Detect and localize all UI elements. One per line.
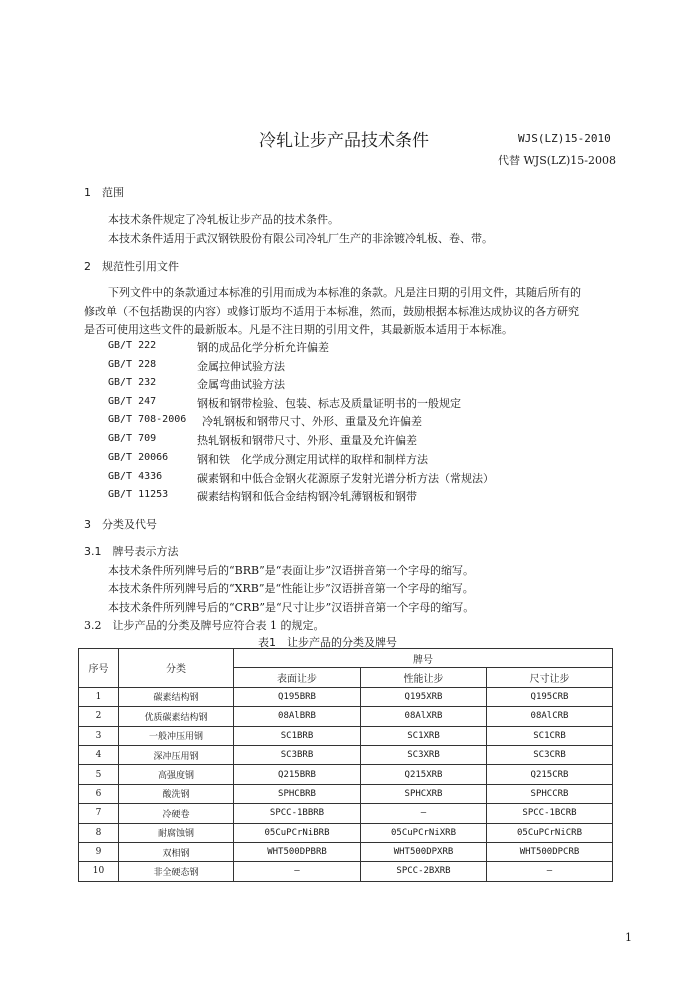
grade-performance: — — [361, 804, 487, 823]
grade-performance: SPCC-2BXRB — [361, 862, 487, 881]
header-dimension: 尺寸让步 — [487, 668, 613, 687]
section-3-heading: 3 分类及代号 — [84, 518, 157, 531]
grade-dimension: — — [487, 862, 613, 881]
grade-dimension: Q195CRB — [487, 687, 613, 706]
table-caption: 表1 让步产品的分类及牌号 — [258, 636, 397, 649]
table-row — [79, 707, 613, 726]
grade-surface: SPCC-1BBRB — [234, 804, 361, 823]
reference-code: GB/T 20066 — [108, 452, 169, 463]
section-2-heading: 2 规范性引用文件 — [84, 260, 179, 273]
table-row — [79, 823, 613, 842]
table-row — [79, 687, 613, 706]
row-class: 高强度钢 — [119, 765, 234, 784]
row-class: 耐腐蚀钢 — [119, 823, 234, 842]
reference-title: 冷轧钢板和钢带尺寸、外形、重量及允许偏差 — [202, 415, 422, 428]
grade-performance: SC1XRB — [361, 726, 487, 745]
row-class: 非全硬态钢 — [119, 862, 234, 881]
table-row — [79, 862, 613, 881]
grade-dimension: 05CuPCrNiCRB — [487, 823, 613, 842]
grade-surface: SPHCBRB — [234, 784, 361, 803]
replaces-note: 代替 WJS(LZ)15-2008 — [498, 154, 616, 167]
reference-code: GB/T 222 — [108, 340, 157, 351]
row-no: 2 — [79, 707, 119, 726]
reference-code: GB/T 11253 — [108, 489, 169, 500]
section-3-1-line: 本技术条件所列牌号后的“BRB”是“表面让步”汉语拼音第一个字母的缩写。 — [108, 564, 474, 577]
section-3-1-line: 本技术条件所列牌号后的“CRB”是“尺寸让步”汉语拼音第一个字母的缩写。 — [108, 601, 475, 614]
reference-title: 钢板和钢带检验、包装、标志及质量证明书的一般规定 — [197, 397, 461, 410]
table-row — [79, 745, 613, 764]
row-class: 一般冲压用钢 — [119, 726, 234, 745]
row-no: 4 — [79, 745, 119, 764]
grade-dimension: WHT500DPCRB — [487, 842, 613, 861]
section-3-1-line: 本技术条件所列牌号后的“XRB”是“性能让步”汉语拼音第一个字母的缩写。 — [108, 582, 474, 595]
section-3-2-line: 3.2 让步产品的分类及牌号应符合表 1 的规定。 — [84, 619, 325, 632]
row-class: 碳素结构钢 — [119, 687, 234, 706]
grade-performance: SC3XRB — [361, 745, 487, 764]
grade-dimension: SC1CRB — [487, 726, 613, 745]
row-no: 9 — [79, 842, 119, 861]
grade-performance: 05CuPCrNiXRB — [361, 823, 487, 842]
reference-code: GB/T 232 — [108, 377, 157, 388]
section-1-paragraph: 本技术条件规定了冷轧板让步产品的技术条件。 — [108, 213, 339, 226]
grade-performance: Q215XRB — [361, 765, 487, 784]
section-1-heading: 1 范围 — [84, 186, 124, 199]
table-row — [79, 765, 613, 784]
grade-dimension: Q215CRB — [487, 765, 613, 784]
row-no: 6 — [79, 784, 119, 803]
grade-surface: 05CuPCrNiBRB — [234, 823, 361, 842]
reference-code: GB/T 228 — [108, 359, 157, 370]
grade-surface: WHT500DPBRB — [234, 842, 361, 861]
standard-code: WJS(LZ)15-2010 — [518, 132, 611, 145]
header-no: 序号 — [79, 649, 119, 688]
header-class: 分类 — [119, 649, 234, 688]
header-performance: 性能让步 — [361, 668, 487, 687]
section-2-intro-line: 是否可使用这些文件的最新版本。凡是不注日期的引用文件，其最新版本适用于本标准。 — [84, 323, 513, 336]
reference-title: 碳素结构钢和低合金结构钢冷轧薄钢板和钢带 — [197, 490, 417, 503]
reference-code: GB/T 709 — [108, 433, 157, 444]
table-row — [79, 842, 613, 861]
row-class: 酸洗钢 — [119, 784, 234, 803]
grade-surface: Q195BRB — [234, 687, 361, 706]
section-2-intro-line: 修改单（不包括勘误的内容）或修订版均不适用于本标准，然而，鼓励根据本标准达成协议的各方研究 — [84, 305, 579, 318]
grade-dimension: SC3CRB — [487, 745, 613, 764]
grade-performance: WHT500DPXRB — [361, 842, 487, 861]
header-surface: 表面让步 — [234, 668, 361, 687]
grade-surface: 08AlBRB — [234, 707, 361, 726]
reference-code: GB/T 247 — [108, 396, 157, 407]
table-row — [79, 804, 613, 823]
header-grade: 牌号 — [234, 649, 613, 668]
reference-title: 热轧钢板和钢带尺寸、外形、重量及允许偏差 — [197, 434, 417, 447]
row-class: 优质碳素结构钢 — [119, 707, 234, 726]
table-row — [79, 784, 613, 803]
reference-title: 钢和铁 化学成分测定用试样的取样和制样方法 — [197, 453, 428, 466]
reference-title: 钢的成品化学分析允许偏差 — [197, 341, 329, 354]
row-no: 3 — [79, 726, 119, 745]
grade-dimension: SPCC-1BCRB — [487, 804, 613, 823]
reference-title: 金属弯曲试验方法 — [197, 378, 285, 391]
grade-performance: 08AlXRB — [361, 707, 487, 726]
grade-surface: SC3BRB — [234, 745, 361, 764]
grade-surface: SC1BRB — [234, 726, 361, 745]
grade-surface: — — [234, 862, 361, 881]
row-no: 5 — [79, 765, 119, 784]
grade-dimension: 08AlCRB — [487, 707, 613, 726]
row-no: 10 — [79, 862, 119, 881]
reference-code: GB/T 4336 — [108, 471, 163, 482]
grade-performance: Q195XRB — [361, 687, 487, 706]
row-class: 深冲压用钢 — [119, 745, 234, 764]
page-number: 1 — [625, 931, 632, 944]
reference-code: GB/T 708-2006 — [108, 414, 187, 425]
row-class: 冷硬卷 — [119, 804, 234, 823]
grade-table — [78, 648, 613, 882]
grade-dimension: SPHCCRB — [487, 784, 613, 803]
row-no: 7 — [79, 804, 119, 823]
grade-surface: Q215BRB — [234, 765, 361, 784]
section-3-1-heading: 3.1 牌号表示方法 — [84, 545, 179, 558]
table-row — [79, 726, 613, 745]
reference-title: 碳素钢和中低合金钢火花源原子发射光谱分析方法（常规法） — [197, 472, 494, 485]
reference-title: 金属拉伸试验方法 — [197, 360, 285, 373]
row-class: 双相钢 — [119, 842, 234, 861]
grade-performance: SPHCXRB — [361, 784, 487, 803]
page-title: 冷轧让步产品技术条件 — [259, 131, 429, 151]
row-no: 1 — [79, 687, 119, 706]
row-no: 8 — [79, 823, 119, 842]
section-2-intro-line: 下列文件中的条款通过本标准的引用而成为本标准的条款。凡是注日期的引用文件，其随后所有的 — [108, 286, 581, 299]
section-1-paragraph: 本技术条件适用于武汉钢铁股份有限公司冷轧厂生产的非涂镀冷轧板、卷、带。 — [108, 232, 493, 245]
